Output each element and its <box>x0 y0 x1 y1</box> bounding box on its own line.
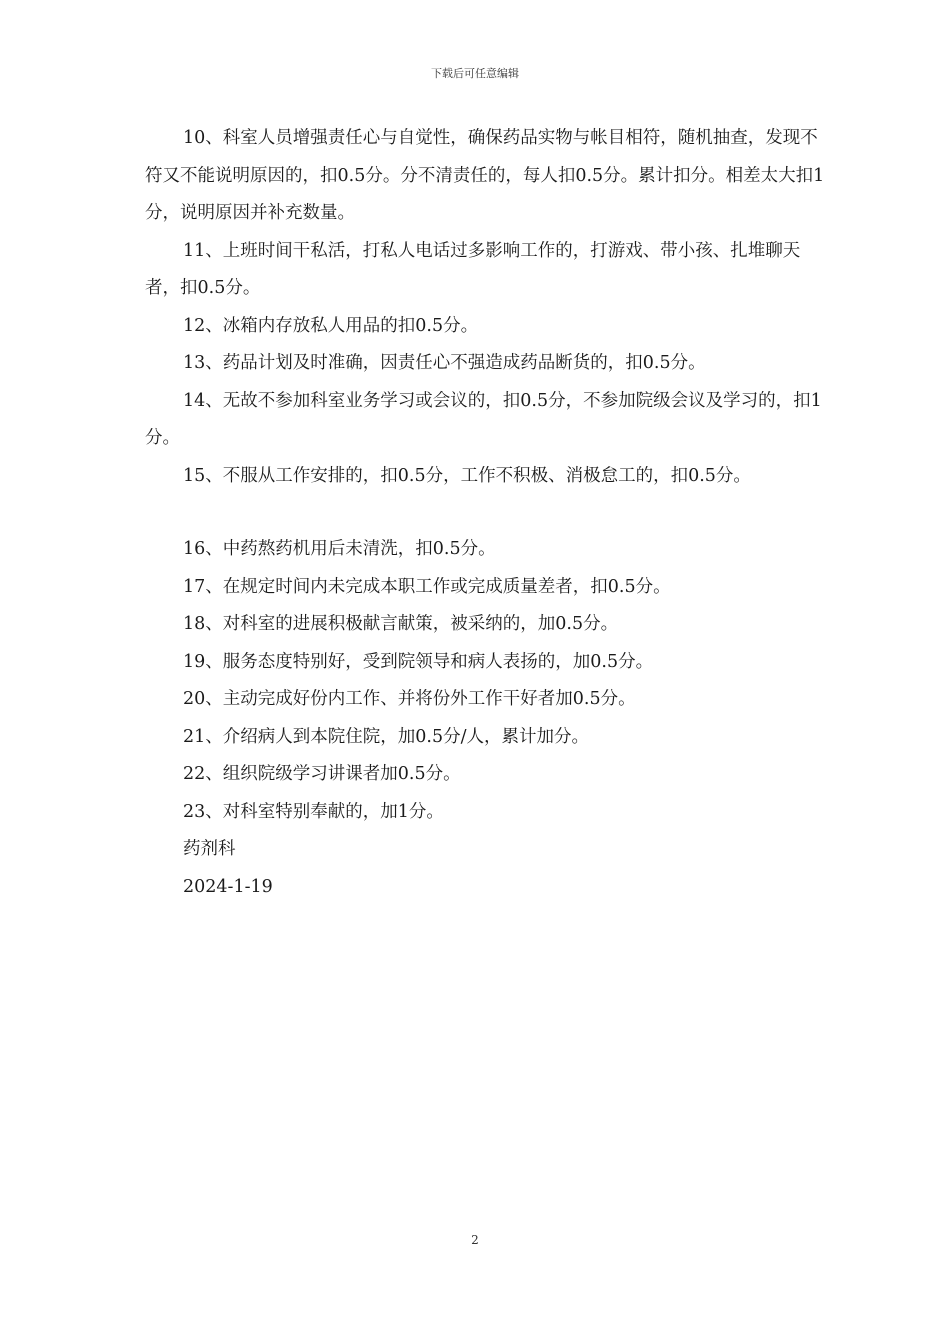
signature-date: 2024-1-19 <box>183 876 273 897</box>
rule-item-12: 12、冰箱内存放私人用品的扣0.5分。 <box>183 315 479 336</box>
rule-item-16: 16、中药熬药机用后未清洗，扣0.5分。 <box>183 539 496 559</box>
rule-item-20: 20、主动完成好份内工作、并将份外工作干好者加0.5分。 <box>183 689 636 709</box>
header-note: 下载后可任意编辑 <box>431 67 519 80</box>
document-body <box>145 120 825 906</box>
rule-item-14: 14、无故不参加科室业务学习或会议的，扣0.5分，不参加院级会议及学习的，扣1分。 <box>145 390 822 448</box>
rule-item-22: 22、组织院级学习讲课者加0.5分。 <box>183 764 461 784</box>
rule-item-13: 13、药品计划及时准确，因责任心不强造成药品断货的，扣0.5分。 <box>183 353 706 373</box>
rule-item-17: 17、在规定时间内未完成本职工作或完成质量差者，扣0.5分。 <box>183 576 671 597</box>
rule-item-18: 18、对科室的进展积极献言献策，被采纳的，加0.5分。 <box>183 614 619 634</box>
page-number: 2 <box>471 1233 479 1247</box>
rule-item-19: 19、服务态度特别好，受到院领导和病人表扬的，加0.5分。 <box>183 651 654 672</box>
rule-item-23: 23、对科室特别奉献的，加1分。 <box>183 801 444 822</box>
rule-item-21: 21、介绍病人到本院住院，加0.5分/人，累计加分。 <box>183 726 589 747</box>
rule-item-10: 10、科室人员增强责任心与自觉性，确保药品实物与帐目相符，随机抽查，发现不符又不能说明原因的，扣0.5分。分不清责任的，每人扣0.5分。累计扣分。相差太大扣1分，说明原因并补充数量。 <box>145 128 825 223</box>
rule-item-11: 11、上班时间干私活，打私人电话过多影响工作的，打游戏、带小孩、扎堆聊天者，扣0.5分。 <box>145 240 801 298</box>
signature-department: 药剂科 <box>183 839 236 859</box>
paragraph-gap <box>145 495 825 531</box>
rule-item-15: 15、不服从工作安排的，扣0.5分，工作不积极、消极怠工的，扣0.5分。 <box>183 465 751 486</box>
